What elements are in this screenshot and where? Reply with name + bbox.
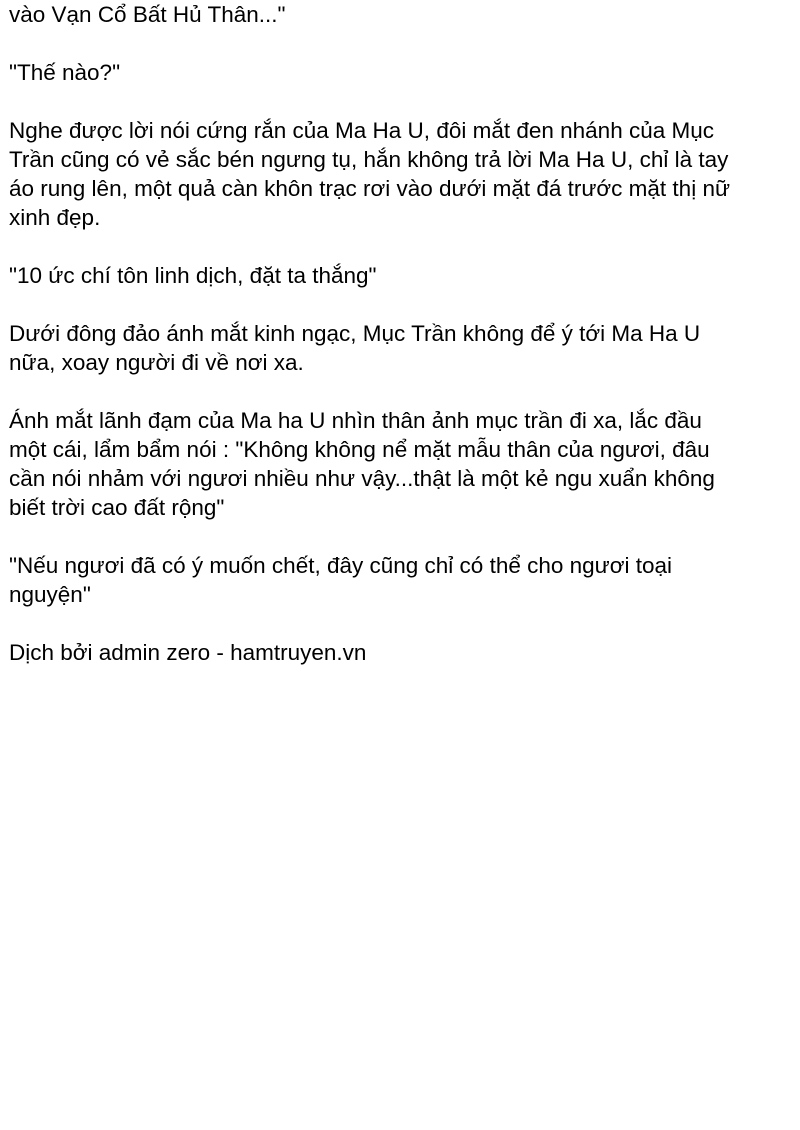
- text-line: nguyện": [9, 582, 91, 607]
- paragraph-gap: [9, 29, 789, 58]
- text-line: nữa, xoay người đi về nơi xa.: [9, 350, 304, 375]
- text-line: một cái, lẩm bẩm nói : "Không không nể mặt mẫu thân của ngươi, đâu: [9, 437, 710, 462]
- paragraph-4: [9, 261, 789, 290]
- paragraph-gap: [9, 609, 789, 638]
- paragraph-1: [9, 0, 789, 29]
- text-line: "Thế nào?": [9, 60, 121, 85]
- paragraph-3: [9, 116, 789, 232]
- text-line: xinh đẹp.: [9, 205, 101, 230]
- text-line: vào Vạn Cổ Bất Hủ Thân...": [9, 2, 286, 27]
- text-line: Ánh mắt lãnh đạm của Ma ha U nhìn thân ảnh mục trần đi xa, lắc đầu: [9, 408, 702, 433]
- text-line: Dưới đông đảo ánh mắt kinh ngạc, Mục Trần không để ý tới Ma Ha U: [9, 321, 701, 346]
- translator-credit: [9, 638, 789, 667]
- paragraph-2: [9, 58, 789, 87]
- text-line: biết trời cao đất rộng": [9, 495, 225, 520]
- paragraph-gap: [9, 522, 789, 551]
- text-line: "Nếu ngươi đã có ý muốn chết, đây cũng chỉ có thể cho ngươi toại: [9, 553, 672, 578]
- text-line: Dịch bởi admin zero - hamtruyen.vn: [9, 640, 367, 665]
- paragraph-gap: [9, 232, 789, 261]
- text-line: cần nói nhảm với ngươi nhiều như vậy...thật là một kẻ ngu xuẩn không: [9, 466, 715, 491]
- text-column: [9, 0, 789, 667]
- paragraph-gap: [9, 87, 789, 116]
- text-line: Trần cũng có vẻ sắc bén ngưng tụ, hắn không trả lời Ma Ha U, chỉ là tay: [9, 147, 729, 172]
- paragraph-5: [9, 319, 789, 377]
- text-line: "10 ức chí tôn linh dịch, đặt ta thắng": [9, 263, 377, 288]
- paragraph-7: [9, 551, 789, 609]
- paragraph-gap: [9, 290, 789, 319]
- text-line: Nghe được lời nói cứng rắn của Ma Ha U, đôi mắt đen nhánh của Mục: [9, 118, 714, 143]
- paragraph-gap: [9, 377, 789, 406]
- text-line: áo rung lên, một quả càn khôn trạc rơi vào dưới mặt đá trước mặt thị nữ: [9, 176, 731, 201]
- paragraph-6: [9, 406, 789, 522]
